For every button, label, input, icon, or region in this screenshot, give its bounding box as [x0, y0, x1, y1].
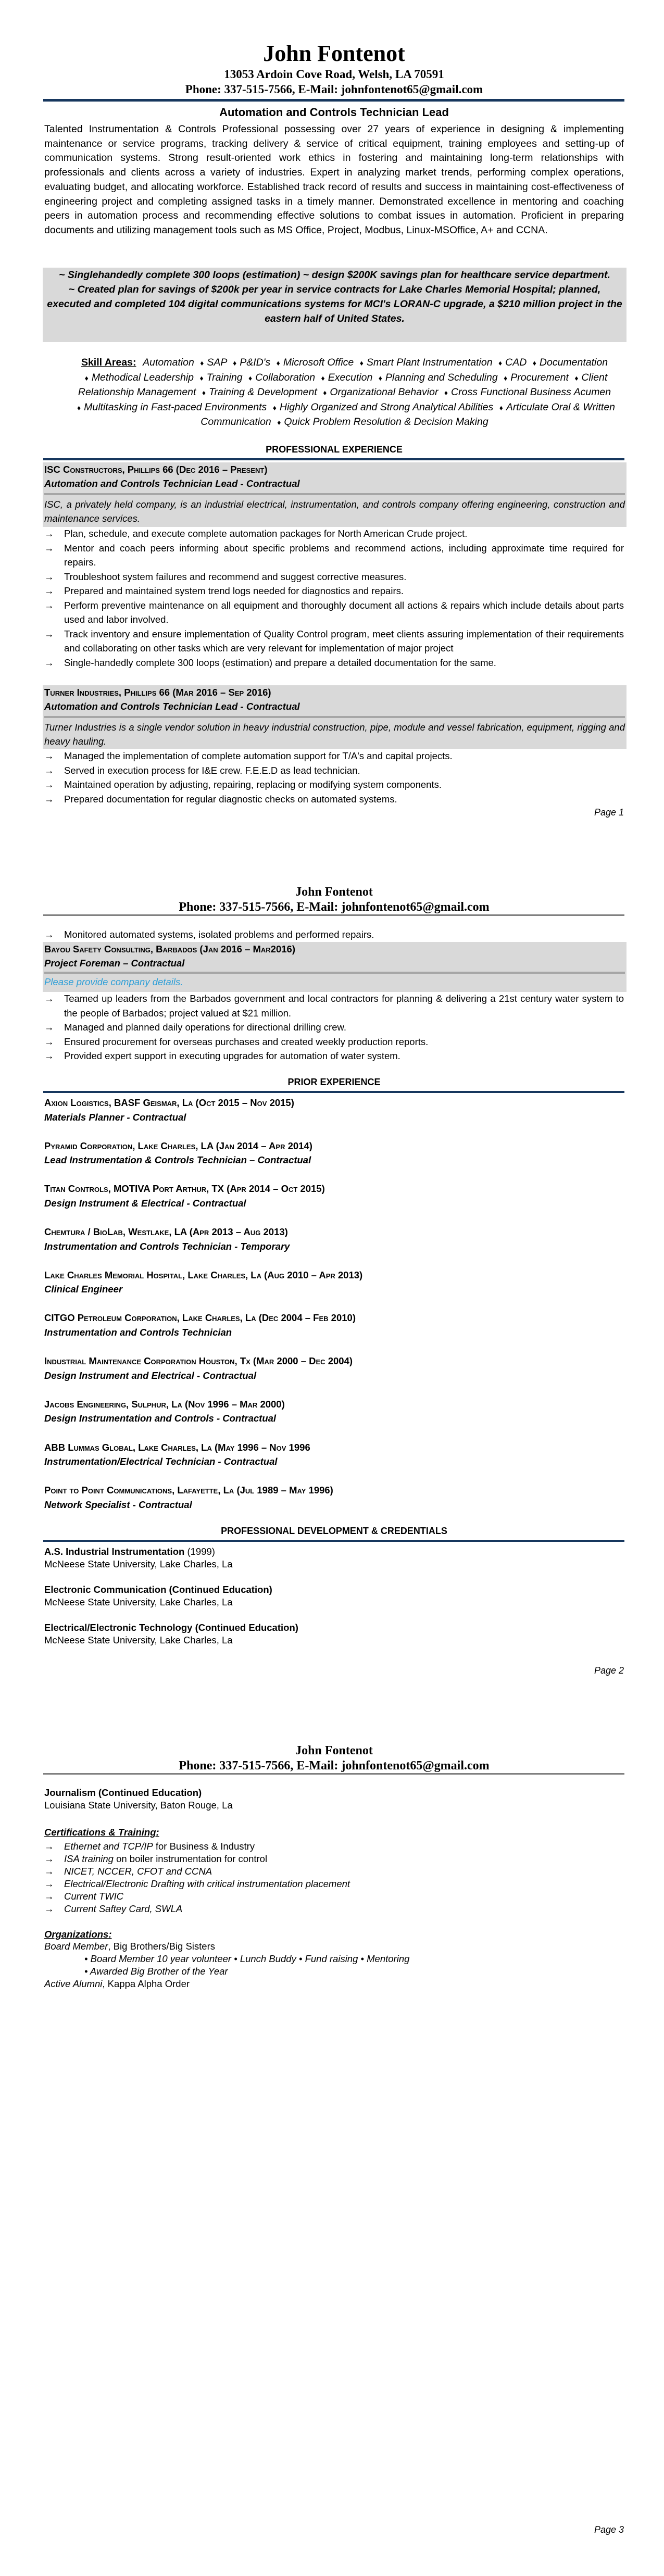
arrow-bullet-icon: → — [44, 657, 54, 668]
education-list — [44, 1545, 624, 1660]
diamond-separator-icon: ♦ — [277, 418, 281, 426]
job-title: Automation and Controls Technician Lead - Contractual — [44, 701, 300, 712]
job-title: Instrumentation/Electrical Technician - Contractual — [44, 1456, 278, 1467]
school: Louisiana State University, Baton Rouge, La — [44, 1800, 233, 1811]
job-title: Clinical Engineer — [44, 1284, 123, 1295]
organizations-heading: Organizations: — [44, 1929, 112, 1940]
arrow-bullet-icon: → — [44, 929, 54, 940]
certification-item — [44, 1853, 624, 1865]
address: 13053 Ardoin Cove Road, Welsh, LA 70591 — [224, 68, 444, 81]
degree — [44, 1584, 624, 1596]
certification-detail: on boiler instrumentation for control — [113, 1853, 268, 1864]
job-description: Turner Industries is a single vendor solution in heavy industrial construction, pipe, module and vessel fabrication, equipment, rigging and heavy hauling. — [44, 722, 625, 747]
list-item — [44, 1020, 624, 1035]
job-title: Instrumentation and Controls Technician — [44, 1326, 232, 1338]
job-bullets — [44, 991, 624, 1063]
bullet-text: Track inventory and ensure implementation of Quality Control program, meet clients assuring implementation of their requirements and collaborating on other tasks which are very relevant for implementation of major project — [64, 628, 624, 654]
section-divider — [43, 1540, 624, 1542]
section-title-prior: PRIOR EXPERIENCE — [287, 1077, 381, 1087]
job-title: Design Instrument & Electrical - Contractual — [44, 1197, 246, 1209]
highlight-line: ~ Singlehandedly complete 300 loops (estimation) ~ design $200K savings plan for healthcare service department. — [59, 269, 610, 281]
job-title: Lead Instrumentation & Controls Technician – Contractual — [44, 1154, 311, 1166]
certifications-heading: Certifications & Training: — [44, 1827, 159, 1838]
list-item — [44, 927, 624, 942]
bullet-text: Troubleshoot system failures and recommend and suggest corrective measures. — [64, 571, 407, 582]
list-item — [44, 627, 624, 656]
arrow-bullet-icon: → — [44, 1878, 54, 1889]
job-divider — [44, 972, 625, 974]
diamond-separator-icon: ♦ — [248, 373, 253, 382]
header-divider — [43, 1773, 624, 1775]
organization-item — [44, 1978, 624, 1990]
bullet-text: Prepared documentation for regular diagnostic checks on automated systems. — [64, 793, 397, 805]
job-divider — [44, 493, 625, 495]
prior-job-entry — [44, 1268, 624, 1311]
arrow-bullet-icon: → — [44, 1022, 54, 1033]
certification-name: Current Saftey Card, SWLA — [64, 1903, 183, 1914]
job-company: CITGO Petroleum Corporation, Lake Charles, La (Dec 2004 – Feb 2010) — [44, 1312, 356, 1324]
bullet-text: Mentor and coach peers informing about specific problems and recommend actions, including approximate time required for repairs. — [64, 542, 624, 568]
bullet-text: Maintained operation by adjusting, repairing, replacing or modifying system components. — [64, 779, 442, 790]
diamond-separator-icon: ♦ — [200, 359, 204, 367]
list-item — [44, 777, 624, 792]
arrow-bullet-icon: → — [44, 1036, 54, 1047]
job-title: Project Foreman – Contractual — [44, 958, 185, 969]
diamond-separator-icon: ♦ — [359, 359, 364, 367]
job-title: Materials Planner - Contractual — [44, 1111, 186, 1123]
skill-item: Training — [206, 371, 243, 383]
job-company: Axion Logistics, BASF Geismar, La (Oct 2015 – Nov 2015) — [44, 1097, 294, 1108]
header-divider — [43, 99, 624, 102]
skill-item: Documentation — [539, 357, 608, 368]
prior-job-entry — [44, 1354, 624, 1397]
skill-item: Planning and Scheduling — [385, 371, 498, 383]
diamond-separator-icon: ♦ — [499, 403, 503, 412]
list-item — [44, 1035, 624, 1049]
diamond-separator-icon: ♦ — [323, 388, 327, 397]
certification-item — [44, 1865, 624, 1878]
summary-paragraph: Talented Instrumentation & Controls Professional possessing over 27 years of experience in designing & implementing maintenance or service programs, tracking delivery & service of critical equipment, training employees and setting-up of communication systems. Strong result-oriented work ethics in fostering and maintaining long-term relationships with professionals and clients across a variety of industries. Expert in analyzing market trends, performing complex operations, evaluating budget, and allocating workforce. Established track record of results and success in maintaining cost-effectiveness of engineering project and completing assigned tasks in a timely manner. Demonstrated excellence in mentoring and coaching peers in automation process and recommending effective solutions to combat issues in automation. Proficient in preparing documents and utilizing management tools such as MS Office, Project, Modbus, Linux-MSOffice, A+ and CCNA. — [44, 123, 624, 236]
education-entry — [44, 1622, 624, 1660]
section-title-professional: PROFESSIONAL EXPERIENCE — [266, 444, 403, 455]
arrow-bullet-icon: → — [44, 528, 54, 539]
arrow-bullet-icon: → — [44, 585, 54, 596]
candidate-name: John Fontenot — [295, 885, 373, 899]
prior-job-entry — [44, 1182, 624, 1225]
section-title-development: PROFESSIONAL DEVELOPMENT & CREDENTIALS — [221, 1526, 447, 1536]
skill-item: Collaboration — [255, 371, 316, 383]
school: McNeese State University, Lake Charles, La — [44, 1559, 233, 1569]
diamond-separator-icon: ♦ — [77, 403, 81, 412]
job-company: Chemtura / BioLab, Westlake, LA (Apr 2013 – Aug 2013) — [44, 1226, 288, 1238]
job-company: Turner Industries, Phillips 66 (Mar 2016 – Sep 2016) — [44, 687, 271, 698]
job-bullets — [44, 526, 624, 670]
candidate-name: John Fontenot — [263, 41, 405, 66]
bullet-text: Plan, schedule, and execute complete automation packages for North American Crude project. — [64, 528, 468, 539]
school: McNeese State University, Lake Charles, La — [44, 1597, 233, 1607]
job-description-placeholder: Please provide company details. — [44, 976, 183, 987]
arrow-bullet-icon: → — [44, 750, 54, 761]
page-number: Page 2 — [594, 1665, 624, 1676]
contact-line: Phone: 337-515-7566, E-Mail: johnfontenot65@gmail.com — [179, 900, 490, 914]
skill-item: Highly Organized and Strong Analytical Abilities — [279, 401, 494, 413]
job-company: Bayou Safety Consulting, Barbados (Jan 2016 – Mar2016) — [44, 944, 296, 954]
prior-job-entry — [44, 1483, 624, 1526]
skill-item: Organizational Behavior — [330, 386, 439, 398]
diamond-separator-icon: ♦ — [84, 373, 89, 382]
arrow-bullet-icon: → — [44, 764, 54, 776]
prior-job-entry — [44, 1096, 624, 1139]
education-entry-journalism — [44, 1787, 624, 1812]
arrow-bullet-icon: → — [44, 1050, 54, 1061]
diamond-separator-icon: ♦ — [498, 359, 503, 367]
list-item — [44, 570, 624, 584]
degree-year: (1999) — [184, 1546, 215, 1557]
job-company: Titan Controls, MOTIVA Port Arthur, TX (Apr 2014 – Oct 2015) — [44, 1183, 325, 1195]
list-item — [44, 526, 624, 541]
bullet-text: Served in execution process for I&E crew. F.E.E.D as lead technician. — [64, 764, 360, 776]
skill-item: Quick Problem Resolution & Decision Making — [284, 416, 488, 428]
job-header-isc — [43, 462, 627, 527]
prior-job-entry — [44, 1311, 624, 1354]
bullet-text: Perform preventive maintenance on all equipment and thoroughly document all actions & repairs which include details about parts used and labor involved. — [64, 599, 624, 625]
list-item — [44, 541, 624, 570]
certification-item — [44, 1840, 624, 1853]
skill-item: Procurement — [510, 371, 569, 383]
certification-name: ISA training — [64, 1853, 114, 1864]
diamond-separator-icon: ♦ — [532, 359, 536, 367]
job-divider — [44, 716, 625, 718]
skill-item: Training & Development — [209, 386, 317, 398]
job-company: Industrial Maintenance Corporation Houston, Tx (Mar 2000 – Dec 2004) — [44, 1355, 353, 1367]
education-entry — [44, 1584, 624, 1622]
degree-name: A.S. Industrial Instrumentation — [44, 1546, 185, 1557]
bullet-text: Teamed up leaders from the Barbados government and local contractors for planning & delivering a 21st century water system to the people of Barbados; project valued at $21 million. — [64, 993, 624, 1019]
contact-line: Phone: 337-515-7566, E-Mail: johnfontenot65@gmail.com — [185, 83, 483, 96]
job-bullets — [44, 927, 624, 942]
job-company: Point to Point Communications, Lafayette, La (Jul 1989 – May 1996) — [44, 1485, 333, 1496]
bullet-text: Provided expert support in executing upgrades for automation of water system. — [64, 1050, 400, 1061]
education-entry — [44, 1545, 624, 1584]
list-item — [44, 656, 624, 670]
diamond-separator-icon: ♦ — [202, 388, 206, 397]
certification-name: Electrical/Electronic Drafting with critical instrumentation placement — [64, 1878, 350, 1889]
highlight-line: ~ Created plan for savings of $200k per year in service contracts for Lake Charles Memorial Hospital; planned, executed and completed 104 digital communications systems for MCI's LORAN-C upgrade, a $210 million project in the eastern half of United States. — [47, 284, 622, 324]
job-header-bayou — [43, 942, 627, 992]
candidate-name: John Fontenot — [295, 1744, 373, 1757]
prior-job-entry — [44, 1397, 624, 1440]
diamond-separator-icon: ♦ — [276, 359, 280, 367]
certification-name: Ethernet and TCP/IP — [64, 1841, 153, 1852]
certifications-list — [44, 1840, 624, 1915]
skill-item: CAD — [505, 357, 527, 368]
job-title: Design Instrumentation and Controls - Contractual — [44, 1413, 277, 1424]
contact-line: Phone: 337-515-7566, E-Mail: johnfontenot65@gmail.com — [179, 1759, 490, 1773]
prior-job-entry — [44, 1440, 624, 1484]
organizations-list — [44, 1940, 624, 1990]
list-item — [44, 763, 624, 778]
org-role: Active Alumni — [44, 1978, 103, 1989]
highlights-box — [43, 268, 627, 342]
skill-item: Cross Functional Business Acumen — [451, 386, 611, 398]
prior-job-entry — [44, 1139, 624, 1182]
organization-detail: • Board Member 10 year volunteer • Lunch Buddy • Fund raising • Mentoring — [84, 1953, 410, 1964]
job-company: ISC Constructors, Phillips 66 (Dec 2016 – Present) — [44, 464, 268, 475]
arrow-bullet-icon: → — [44, 542, 54, 554]
diamond-separator-icon: ♦ — [574, 373, 579, 382]
job-company: ABB Lummas Global, Lake Charles, La (May 1996 – Nov 1996 — [44, 1441, 310, 1453]
skill-item: Multitasking in Fast-paced Environments — [84, 401, 267, 413]
diamond-separator-icon: ♦ — [504, 373, 508, 382]
headline: Automation and Controls Technician Lead — [219, 106, 449, 119]
arrow-bullet-icon: → — [44, 1891, 54, 1902]
degree — [44, 1622, 624, 1634]
list-item — [44, 749, 624, 763]
header-divider — [43, 914, 624, 916]
skill-item: SAP — [207, 357, 227, 368]
diamond-separator-icon: ♦ — [233, 359, 237, 367]
certification-item — [44, 1903, 624, 1915]
job-bullets — [44, 749, 624, 806]
skill-item: P&ID's — [240, 357, 271, 368]
skill-item: Methodical Leadership — [91, 371, 194, 383]
skill-item: Automation — [143, 357, 194, 368]
school: McNeese State University, Lake Charles, La — [44, 1635, 233, 1645]
skill-item: Microsoft Office — [283, 357, 354, 368]
skill-item: Client Relationship Management — [78, 371, 608, 398]
degree-name: Electronic Communication (Continued Education) — [44, 1584, 272, 1595]
prior-job-entry — [44, 1225, 624, 1268]
bullet-text: Managed and planned daily operations for directional drilling crew. — [64, 1022, 346, 1033]
job-header-turner — [43, 685, 627, 749]
bullet-text: Single-handedly complete 300 loops (estimation) and prepare a detailed documentation for the same. — [64, 657, 496, 668]
job-company: Jacobs Engineering, Sulphur, La (Nov 1996 – Mar 2000) — [44, 1398, 285, 1410]
section-divider — [43, 458, 624, 460]
bullet-text: Ensured procurement for overseas purchases and created weekly production reports. — [64, 1036, 429, 1047]
list-item — [44, 1049, 624, 1063]
diamond-separator-icon: ♦ — [272, 403, 277, 412]
diamond-separator-icon: ♦ — [321, 373, 325, 382]
page-number: Page 3 — [594, 2524, 624, 2535]
certification-name: NICET, NCCER, CFOT and CCNA — [64, 1866, 212, 1877]
arrow-bullet-icon: → — [44, 599, 54, 611]
certification-item — [44, 1878, 624, 1890]
list-item — [44, 991, 624, 1020]
degree-name: Electrical/Electronic Technology (Continued Education) — [44, 1622, 298, 1633]
diamond-separator-icon: ♦ — [378, 373, 382, 382]
job-title: Automation and Controls Technician Lead - Contractual — [44, 478, 300, 489]
page-number: Page 1 — [594, 807, 624, 818]
arrow-bullet-icon: → — [44, 628, 54, 639]
job-title: Network Specialist - Contractual — [44, 1499, 192, 1510]
degree — [44, 1545, 624, 1558]
org-name: , Kappa Alpha Order — [102, 1978, 190, 1989]
skill-item: Articulate Oral & Written Communication — [201, 401, 616, 428]
arrow-bullet-icon: → — [44, 1853, 54, 1864]
skill-areas-label: Skill Areas: — [81, 357, 136, 368]
degree: Journalism (Continued Education) — [44, 1787, 202, 1798]
bullet-text: Prepared and maintained system trend logs needed for diagnostics and repairs. — [64, 585, 404, 596]
arrow-bullet-icon: → — [44, 779, 54, 790]
arrow-bullet-icon: → — [44, 1866, 54, 1877]
arrow-bullet-icon: → — [44, 571, 54, 582]
prior-experience-list — [44, 1096, 624, 1526]
job-company: Lake Charles Memorial Hospital, Lake Charles, La (Aug 2010 – Apr 2013) — [44, 1269, 363, 1280]
arrow-bullet-icon: → — [44, 993, 54, 1004]
list-item — [44, 792, 624, 807]
arrow-bullet-icon: → — [44, 793, 54, 805]
skill-item: Smart Plant Instrumentation — [366, 357, 493, 368]
certification-item — [44, 1890, 624, 1903]
certification-name: Current TWIC — [64, 1891, 124, 1902]
org-role: Board Member — [44, 1941, 108, 1952]
bullet-text: Managed the implementation of complete automation support for T/A's and capital projects. — [64, 750, 453, 761]
list-item — [44, 584, 624, 598]
certification-detail: for Business & Industry — [153, 1841, 255, 1852]
job-title: Design Instrument and Electrical - Contractual — [44, 1369, 257, 1381]
arrow-bullet-icon: → — [44, 1903, 54, 1914]
diamond-separator-icon: ♦ — [444, 388, 448, 397]
organization-detail: • Awarded Big Brother of the Year — [84, 1966, 228, 1977]
job-company: Pyramid Corporation, Lake Charles, LA (Jan 2014 – Apr 2014) — [44, 1140, 312, 1151]
org-name: , Big Brothers/Big Sisters — [108, 1941, 215, 1952]
diamond-separator-icon: ♦ — [199, 373, 204, 382]
arrow-bullet-icon: → — [44, 1841, 54, 1852]
skill-areas — [44, 356, 634, 430]
section-divider — [43, 1091, 624, 1093]
list-item — [44, 598, 624, 627]
organization-item — [44, 1940, 624, 1953]
job-title: Instrumentation and Controls Technician - Temporary — [44, 1240, 290, 1252]
skill-item: Execution — [328, 371, 373, 383]
bullet-text: Monitored automated systems, isolated problems and performed repairs. — [64, 929, 374, 940]
job-description: ISC, a privately held company, is an industrial electrical, instrumentation, and controls company offering engineering, construction and maintenance services. — [44, 499, 625, 524]
